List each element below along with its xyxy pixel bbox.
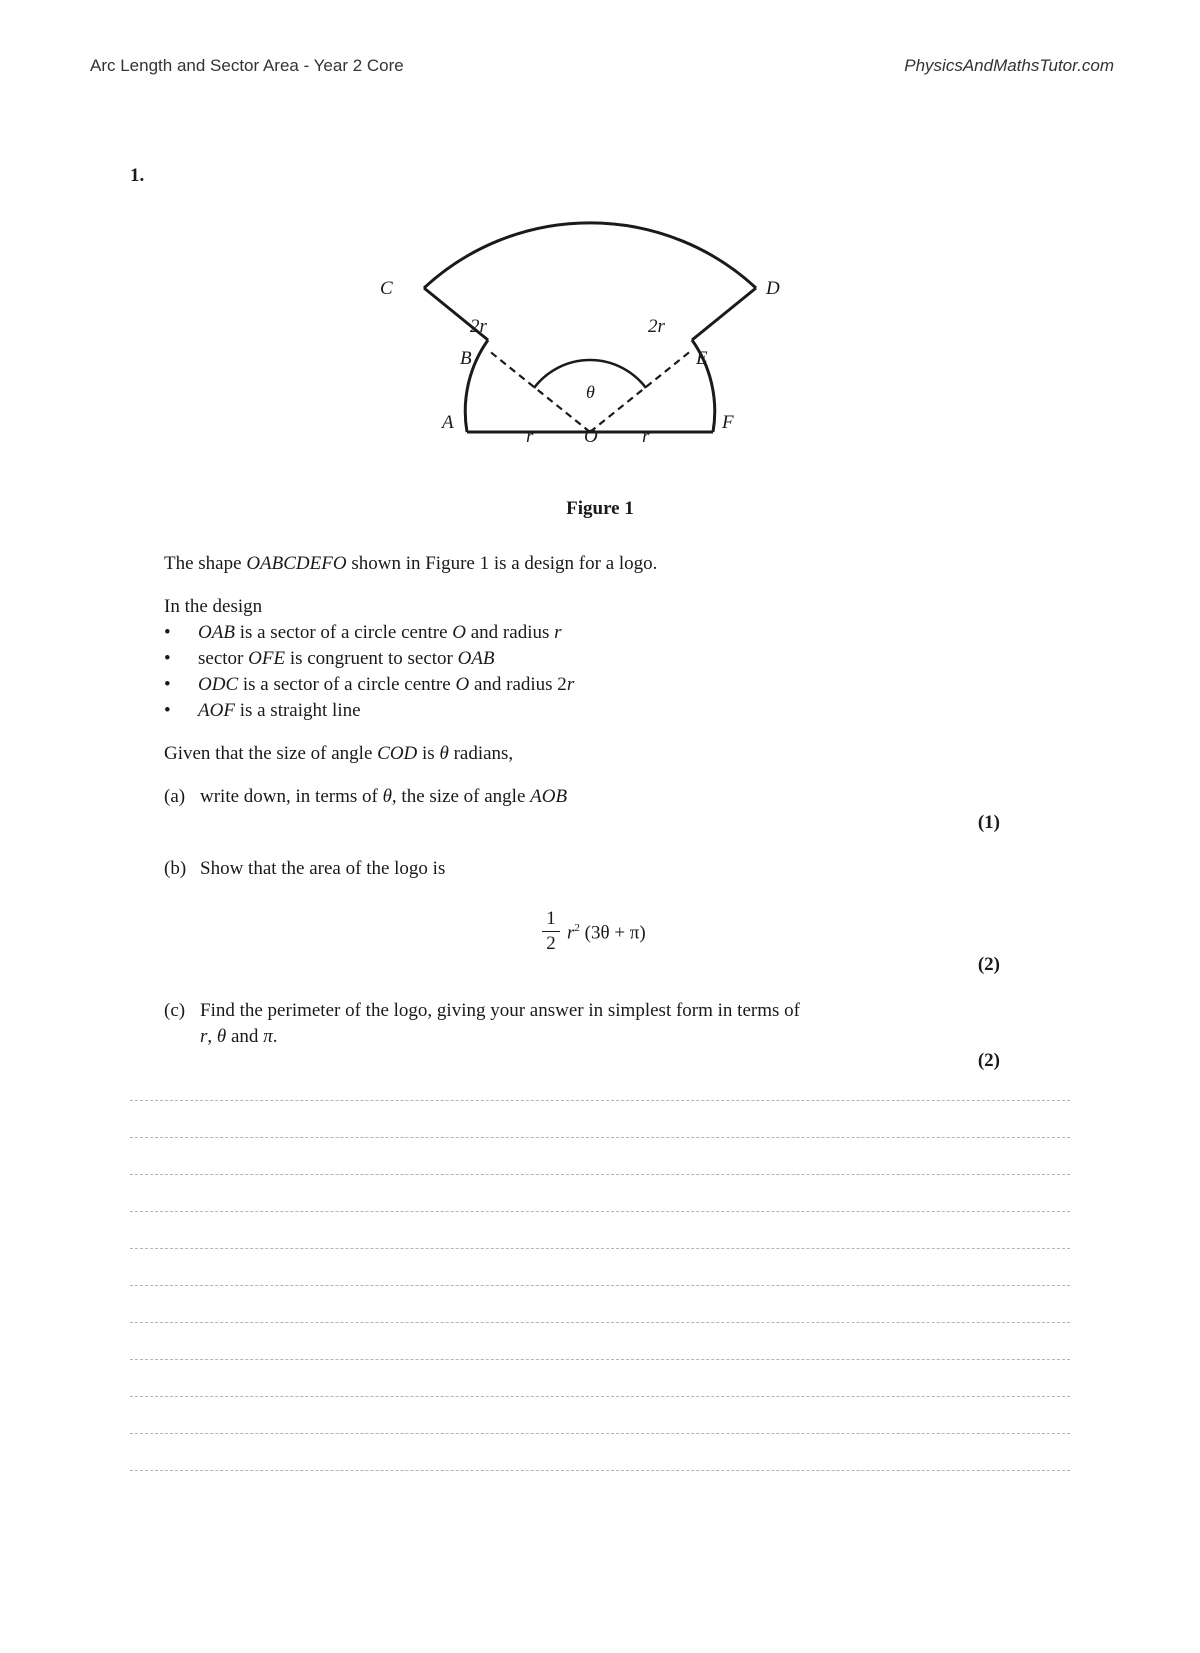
intro-text: The shape OABCDEFO shown in Figure 1 is a design for a logo. — [164, 553, 658, 574]
given-text: Given that the size of angle COD is θ radians, — [164, 743, 514, 764]
marks-a: (1) — [977, 812, 1000, 833]
figure-caption: Figure 1 — [566, 498, 634, 519]
label-o: O — [584, 426, 598, 447]
answer-line[interactable] — [130, 1174, 1070, 1175]
label-c: C — [380, 278, 393, 299]
label-e: E — [696, 348, 708, 369]
part-b: (b) Show that the area of the logo is — [164, 858, 446, 879]
answer-lines — [130, 1100, 1070, 1507]
answer-line[interactable] — [130, 1322, 1070, 1323]
part-a: (a) write down, in terms of θ, the size of angle AOB — [164, 786, 568, 807]
answer-line[interactable] — [130, 1470, 1070, 1471]
answer-line[interactable] — [130, 1100, 1070, 1101]
label-2r-left: 2r — [470, 316, 487, 337]
arc-cd — [424, 223, 756, 288]
label-f: F — [722, 412, 734, 433]
marks-c: (2) — [977, 1050, 1000, 1071]
part-c-continued: r, θ and π. — [200, 1026, 278, 1047]
label-theta: θ — [586, 382, 595, 402]
logo-figure — [380, 200, 800, 460]
answer-line[interactable] — [130, 1211, 1070, 1212]
label-a: A — [442, 412, 454, 433]
label-r-left: r — [526, 426, 534, 447]
answer-line[interactable] — [130, 1359, 1070, 1360]
label-d: D — [766, 278, 780, 299]
answer-line[interactable] — [130, 1248, 1070, 1249]
in-design-text: In the design — [164, 596, 263, 617]
header-site: PhysicsAndMathsTutor.com — [904, 56, 1114, 75]
header-title: Arc Length and Sector Area - Year 2 Core — [90, 56, 404, 75]
answer-line[interactable] — [130, 1285, 1070, 1286]
marks-b: (2) — [977, 954, 1000, 975]
part-c: (c) Find the perimeter of the logo, giving your answer in simplest form in terms of — [164, 1000, 800, 1021]
answer-line[interactable] — [130, 1433, 1070, 1434]
label-b: B — [460, 348, 472, 369]
label-r-right: r — [642, 426, 650, 447]
question-number: 1. — [130, 165, 145, 186]
answer-line[interactable] — [130, 1137, 1070, 1138]
label-2r-right: 2r — [648, 316, 665, 337]
answer-line[interactable] — [130, 1396, 1070, 1397]
line-de — [692, 288, 756, 340]
fraction-half: 1 2 — [542, 908, 560, 955]
